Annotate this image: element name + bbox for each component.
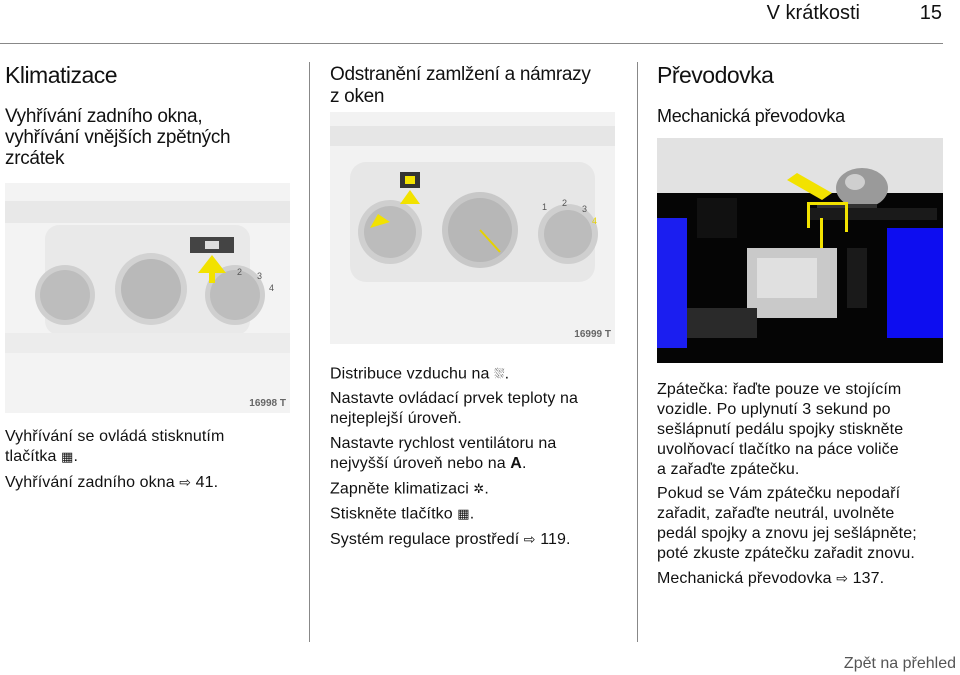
page-header-title: V krátkosti xyxy=(766,2,860,24)
svg-text:3: 3 xyxy=(257,271,263,281)
svg-text:2: 2 xyxy=(237,267,243,277)
left-paragraph-1: Vyhřívání se ovládá stisknutím tlačítka ▦. xyxy=(5,428,225,466)
instruction-fan-speed: Nastavte rychlost ventilátoru na nejvyšší úroveň nebo na A. xyxy=(330,434,557,473)
left-paragraph-2: Vyhřívání zadního okna ⇨ 41. xyxy=(5,474,219,491)
climate-panel-image-left xyxy=(5,183,290,413)
climate-panel-image-middle xyxy=(330,112,615,344)
windscreen-air-icon: ⛆ xyxy=(494,366,505,381)
svg-text:4: 4 xyxy=(269,283,275,293)
image-code-left: 16998 T xyxy=(249,398,286,409)
ac-snowflake-icon: ✲ xyxy=(473,480,485,496)
section-title-transmission: Převodovka xyxy=(657,62,774,88)
arrow-ref-icon: ⇨ xyxy=(179,474,192,490)
arrow-ref-icon: ⇨ xyxy=(523,530,536,547)
header-rule xyxy=(0,43,943,44)
section-subtitle-manual: Mechanická převodovka xyxy=(657,106,845,126)
rear-window-heat-icon: ▦ xyxy=(61,449,74,464)
instruction-climate-system: Systém regulace prostředí ⇨ 119. xyxy=(330,530,571,548)
right-paragraph-ref: Mechanická převodovka ⇨ 137. xyxy=(657,570,885,587)
page-number: 15 xyxy=(919,2,942,24)
svg-text:1: 1 xyxy=(542,202,548,212)
column-divider-2 xyxy=(637,62,638,642)
rear-window-heat-icon: ▦ xyxy=(457,505,470,521)
image-code-middle: 16999 T xyxy=(574,329,611,340)
gear-shift-image xyxy=(657,138,943,363)
page-ref-link[interactable]: 119. xyxy=(540,530,571,548)
svg-text:3: 3 xyxy=(582,204,588,214)
page-ref-link[interactable]: 137. xyxy=(852,570,885,587)
column-divider-1 xyxy=(309,62,310,642)
right-paragraph-reverse: Zpátečka: řaďte pouze ve stojícím vozidle. Po uplynutí 3 sekund po sešlápnutí pedálu spojky stiskněte uvolňovací tlačítko na páce voliče a zařaďte zpátečku. xyxy=(657,381,904,478)
section-subtitle-heating: Vyhřívání zadního okna, vyhřívání vnějších zpětných zrcátek xyxy=(5,106,231,169)
svg-text:2: 2 xyxy=(562,198,568,208)
section-title-defrost: Odstranění zamlžení a námrazy z oken xyxy=(330,64,591,107)
middle-instructions xyxy=(330,364,630,550)
right-paragraph-retry: Pokud se Vám zpátečku nepodaří zařadit, zařaďte neutrál, uvolněte pedál spojky a znovu jej sešlápněte; poté zkuste zpátečku zařadit znovu. xyxy=(657,485,917,562)
back-to-overview-link[interactable]: Zpět na přehled xyxy=(843,655,956,672)
page-ref-link[interactable]: 41. xyxy=(195,474,219,491)
section-title-climate: Klimatizace xyxy=(5,62,118,88)
instruction-temperature: Nastavte ovládací prvek teploty na nejteplejší úroveň. xyxy=(330,389,578,428)
svg-text:4: 4 xyxy=(592,216,598,226)
instruction-air-distribution: Distribuce vzduchu na ⛆. xyxy=(330,364,630,385)
instruction-press-button: Stiskněte tlačítko ▦. xyxy=(330,504,630,525)
arrow-ref-icon: ⇨ xyxy=(836,570,849,586)
instruction-ac-on: Zapněte klimatizaci ✲. xyxy=(330,479,630,500)
